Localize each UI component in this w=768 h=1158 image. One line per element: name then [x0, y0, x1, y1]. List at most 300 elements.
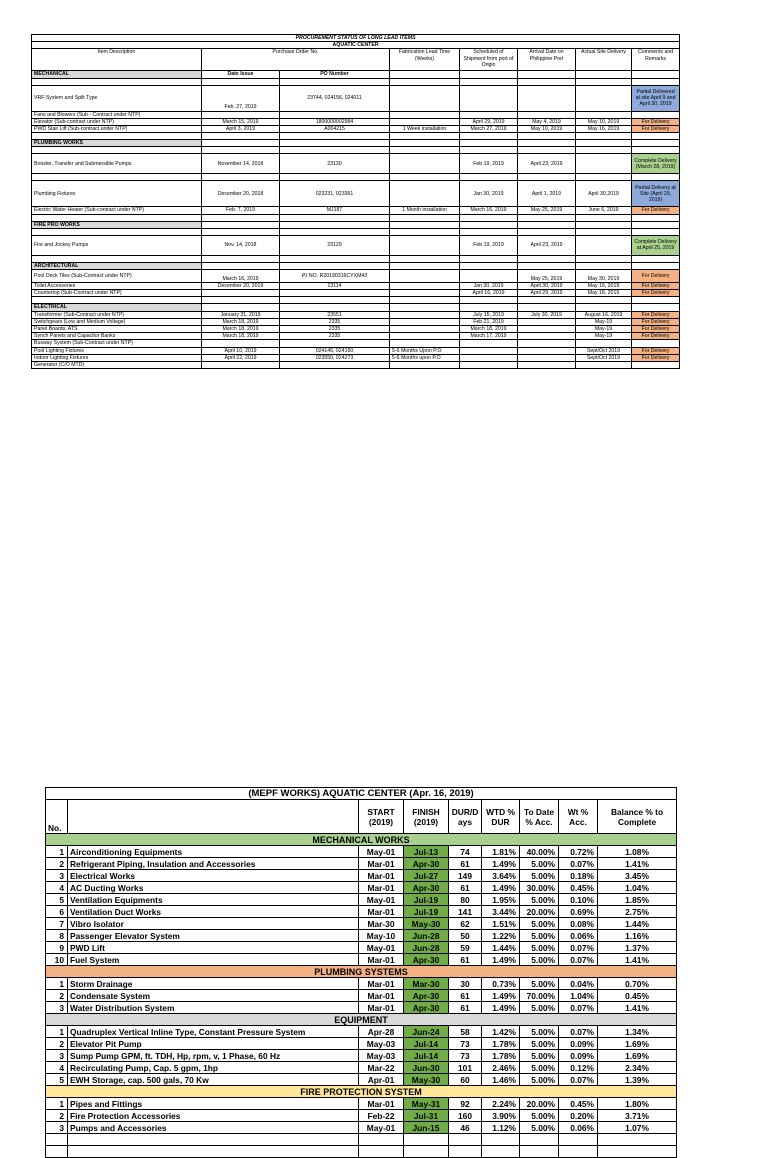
finish-date: Jul-14	[404, 1038, 449, 1050]
wt-acc: 0.07%	[559, 858, 598, 870]
fab-lead-time: 1 Month installation	[390, 207, 460, 214]
wt-acc: 0.12%	[559, 1062, 598, 1074]
wt-acc: 0.04%	[559, 978, 598, 990]
finish-date: Jun-24	[404, 1026, 449, 1038]
table-row	[32, 207, 680, 214]
site-delivery: August 16, 2019	[576, 311, 632, 318]
wt-acc: 0.07%	[559, 1074, 598, 1086]
arrival-date: May 10, 2019	[518, 126, 576, 133]
category-architectural: ARCHITECTURAL	[32, 262, 202, 269]
start-date: Mar-01	[359, 1002, 404, 1014]
site-delivery: April 30,2019	[576, 181, 632, 207]
arrival-date: April 30, 2019	[518, 283, 576, 290]
wt-acc: 0.10%	[559, 894, 598, 906]
table-row	[32, 181, 680, 207]
table-row	[32, 354, 680, 361]
to-date-acc: 30.00%	[520, 882, 559, 894]
row-number: 1	[46, 1026, 68, 1038]
po-number: 23130	[280, 154, 390, 174]
header-arrival: Arrival Date on Philippine Port	[518, 49, 576, 71]
row-description: Ventilation Equipments	[68, 894, 359, 906]
po-number: 2335	[280, 318, 390, 325]
to-date-acc: 5.00%	[520, 1062, 559, 1074]
section-header: EQUIPMENT	[46, 1014, 677, 1026]
balance-complete: 0.45%	[598, 990, 677, 1002]
wtd-percent: 1.12%	[482, 1122, 520, 1134]
wtd-percent: 1.51%	[482, 918, 520, 930]
start-date: Mar-01	[359, 906, 404, 918]
balance-complete: 1.04%	[598, 882, 677, 894]
remarks: Partial Delivered at site April 9 and April 30, 2019	[632, 85, 680, 111]
row-description: Sump Pump GPM, ft. TDH, Hp, rpm, v, 1 Phase, 60 Hz	[68, 1050, 359, 1062]
wt-acc: 0.20%	[559, 1110, 598, 1122]
row-number: 4	[46, 882, 68, 894]
sched-shipment: Feb 21, 2019	[460, 318, 518, 325]
wtd-percent: 1.44%	[482, 942, 520, 954]
remarks: For Delivery	[632, 126, 680, 133]
row-description: Vibro Isolator	[68, 918, 359, 930]
finish-date: Apr-30	[404, 1002, 449, 1014]
wtd-percent: 3.64%	[482, 870, 520, 882]
wtd-percent: 1.78%	[482, 1050, 520, 1062]
item-desc: Transformer (Sub-Contract under NTP)	[32, 311, 202, 318]
table-row	[46, 1122, 677, 1134]
wt-acc: 0.06%	[559, 930, 598, 942]
wtd-percent: 1.95%	[482, 894, 520, 906]
finish-date: Jul-31	[404, 1110, 449, 1122]
start-date: Mar-01	[359, 858, 404, 870]
remarks: For Delivery	[632, 354, 680, 361]
balance-complete: 2.34%	[598, 1062, 677, 1074]
table-row	[46, 1074, 677, 1086]
item-desc: Electric Water Heater (Sub-contract under NTP)	[32, 207, 202, 214]
to-date-acc: 5.00%	[520, 870, 559, 882]
site-delivery: May-19	[576, 333, 632, 340]
doc-subtitle: AQUATIC CENTER	[32, 42, 680, 49]
table-row	[46, 1002, 677, 1014]
sched-shipment: March 27, 2019	[460, 126, 518, 133]
start-date: May-01	[359, 894, 404, 906]
item-desc: Synch Panels and Capacitor Banks	[32, 333, 202, 340]
item-desc: Fire and Jockey Pumps	[32, 235, 202, 255]
header-fab: Fabrication Lead Time (Weeks)	[390, 49, 460, 71]
table-row	[46, 882, 677, 894]
finish-date: Jul-27	[404, 870, 449, 882]
balance-complete: 1.39%	[598, 1074, 677, 1086]
start-date: May-01	[359, 942, 404, 954]
finish-date: Jul-19	[404, 906, 449, 918]
mepf-works-table	[45, 787, 677, 1158]
po-number: 2335	[280, 326, 390, 333]
arrival-date: April 29, 2019	[518, 290, 576, 297]
doc-title: PROCUREMENT STATUS OF LONG LEAD ITEMS	[32, 35, 680, 42]
wtd-percent: 1.46%	[482, 1074, 520, 1086]
to-date-acc: 5.00%	[520, 954, 559, 966]
balance-complete: 1.34%	[598, 1026, 677, 1038]
duration-days: 46	[449, 1122, 482, 1134]
to-date-acc: 5.00%	[520, 1050, 559, 1062]
wt-acc: 1.04%	[559, 990, 598, 1002]
row-number: 4	[46, 1062, 68, 1074]
row-number: 2	[46, 990, 68, 1002]
duration-days: 160	[449, 1110, 482, 1122]
to-date-acc: 5.00%	[520, 978, 559, 990]
table-row	[46, 1050, 677, 1062]
date-issue: April 22, 2019	[202, 354, 280, 361]
start-date: Mar-22	[359, 1062, 404, 1074]
to-date-acc: 20.00%	[520, 906, 559, 918]
table-row	[32, 85, 680, 111]
row-description: Fire Protection Accessories	[68, 1110, 359, 1122]
table-row	[46, 918, 677, 930]
wtd-percent: 2.46%	[482, 1062, 520, 1074]
table-row	[32, 111, 680, 118]
po-number: A004215	[280, 126, 390, 133]
header-po: Purchase Order No.	[202, 49, 390, 71]
header-date-issue: Date Issue	[202, 71, 280, 78]
finish-date: Jul-19	[404, 894, 449, 906]
wt-acc: 0.08%	[559, 918, 598, 930]
date-issue: December 20, 2018	[202, 181, 280, 207]
row-description: Pipes and Fittings	[68, 1098, 359, 1110]
finish-date: Apr-30	[404, 858, 449, 870]
po-number: 023231, 023361	[280, 181, 390, 207]
finish-date: Jun-15	[404, 1122, 449, 1134]
balance-complete: 1.16%	[598, 930, 677, 942]
table-row	[32, 270, 680, 283]
row-number: 10	[46, 954, 68, 966]
duration-days: 60	[449, 1074, 482, 1086]
balance-complete: 1.41%	[598, 858, 677, 870]
section-header: FIRE PROTECTION SYSTEM	[46, 1086, 677, 1098]
date-issue: March 16, 2019	[202, 270, 280, 283]
sched-shipment: Jan 30, 2019	[460, 181, 518, 207]
wt-acc: 0.69%	[559, 906, 598, 918]
table-row	[32, 235, 680, 255]
duration-days: 149	[449, 870, 482, 882]
duration-days: 30	[449, 978, 482, 990]
arrival-date: May 25, 2019	[518, 207, 576, 214]
row-number: 1	[46, 1098, 68, 1110]
row-description: Electrical Works	[68, 870, 359, 882]
to-date-acc: 5.00%	[520, 894, 559, 906]
start-date: Mar-01	[359, 870, 404, 882]
remarks: For Delivery	[632, 347, 680, 354]
header-item: Item Description	[32, 49, 202, 71]
wt-acc: 0.72%	[559, 846, 598, 858]
wt-acc: 0.45%	[559, 882, 598, 894]
row-number: 6	[46, 906, 68, 918]
date-issue: March 18, 2019	[202, 326, 280, 333]
wt-acc: 0.06%	[559, 1122, 598, 1134]
start-date: May-01	[359, 1122, 404, 1134]
site-delivery: May-19	[576, 318, 632, 325]
finish-date: Jul-13	[404, 846, 449, 858]
table-row	[32, 326, 680, 333]
row-description: Passenger Elevator System	[68, 930, 359, 942]
date-issue: Feb. 27, 2019	[202, 85, 280, 111]
row-number: 8	[46, 930, 68, 942]
table-row	[46, 870, 677, 882]
site-delivery: Sept/Oct 2019	[576, 347, 632, 354]
wtd-percent: 0.73%	[482, 978, 520, 990]
fab-lead-time: 5-6 Months Upon P.O	[390, 347, 460, 354]
duration-days: 101	[449, 1062, 482, 1074]
po-number: 23744, 024156, 024011	[280, 85, 390, 111]
category-electrical: ELECTRICAL	[32, 304, 202, 311]
row-number: 7	[46, 918, 68, 930]
balance-complete: 1.08%	[598, 846, 677, 858]
finish-date: Jul-14	[404, 1050, 449, 1062]
sched-shipment: March 16, 2019	[460, 207, 518, 214]
fab-lead-time: 5-6 Months upon P.O	[390, 354, 460, 361]
header-sched: Scheduled of Shipment from port of Origin	[460, 49, 518, 71]
start-date: Apr-01	[359, 1074, 404, 1086]
finish-date: Apr-30	[404, 954, 449, 966]
site-delivery: May 18, 2019	[576, 290, 632, 297]
start-date: May-01	[359, 846, 404, 858]
table-row	[32, 118, 680, 125]
sched-shipment: April 29, 2019	[460, 118, 518, 125]
duration-days: 73	[449, 1050, 482, 1062]
table-row	[46, 942, 677, 954]
row-description: Airconditioning Equipments	[68, 846, 359, 858]
date-issue: Feb. 7, 2019	[202, 207, 280, 214]
site-delivery: May 30, 2019	[576, 270, 632, 283]
date-issue: March 18, 2019	[202, 333, 280, 340]
wtd-percent: 1.78%	[482, 1038, 520, 1050]
item-desc: Elevator (Sub-contract under NTP)	[32, 118, 202, 125]
arrival-date: April 23, 2019	[518, 235, 576, 255]
category-firepro: FIRE PRO WORKS	[32, 221, 202, 228]
po-number: 23129	[280, 235, 390, 255]
table-row	[46, 894, 677, 906]
balance-complete: 3.45%	[598, 870, 677, 882]
po-number: 23551	[280, 311, 390, 318]
table-row	[46, 1026, 677, 1038]
wt-acc: 0.07%	[559, 1026, 598, 1038]
table-row	[32, 347, 680, 354]
start-date: Apr-28	[359, 1026, 404, 1038]
row-description: Condensate System	[68, 990, 359, 1002]
finish-date: May-30	[404, 918, 449, 930]
finish-date: Apr-30	[404, 882, 449, 894]
category-mechanical: MECHANICAL	[32, 71, 202, 78]
header-site: Actual Site Delivery	[576, 49, 632, 71]
table-row	[46, 990, 677, 1002]
row-number: 1	[46, 846, 68, 858]
wtd-percent: 1.49%	[482, 1002, 520, 1014]
item-desc: Fans and Blowers (Sub - Contract under NTP)	[32, 111, 202, 118]
row-description: PWD Lift	[68, 942, 359, 954]
balance-complete: 1.80%	[598, 1098, 677, 1110]
item-desc: Panel Boards, ATS	[32, 326, 202, 333]
arrival-date: April 23, 2019	[518, 154, 576, 174]
wtd-percent: 1.49%	[482, 858, 520, 870]
finish-date: May-31	[404, 1098, 449, 1110]
finish-date: Jun-30	[404, 1062, 449, 1074]
to-date-acc: 5.00%	[520, 1038, 559, 1050]
table-row	[46, 954, 677, 966]
row-description: EWH Storage, cap. 500 gals, 70 Kw	[68, 1074, 359, 1086]
wtd-percent: 1.42%	[482, 1026, 520, 1038]
fab-lead-time: 1 Week installation	[390, 126, 460, 133]
wtd-percent: 3.90%	[482, 1110, 520, 1122]
wt-acc: 0.07%	[559, 1002, 598, 1014]
arrival-date: May 25, 2019	[518, 270, 576, 283]
row-number: 3	[46, 1002, 68, 1014]
row-number: 5	[46, 894, 68, 906]
duration-days: 80	[449, 894, 482, 906]
finish-date: Apr-30	[404, 990, 449, 1002]
table-row	[46, 1110, 677, 1122]
item-desc: Countertop (Sub-Contract under NTP)	[32, 290, 202, 297]
start-date: Mar-01	[359, 954, 404, 966]
row-description: Storm Drainage	[68, 978, 359, 990]
arrival-date: April 1, 2019	[518, 181, 576, 207]
to-date-acc: 40.00%	[520, 846, 559, 858]
item-desc: Plumbing Fixtures	[32, 181, 202, 207]
table-row	[46, 930, 677, 942]
balance-complete: 1.41%	[598, 1002, 677, 1014]
sched-shipment: Feb 19, 2019	[460, 154, 518, 174]
start-date: Feb-22	[359, 1110, 404, 1122]
remarks: For Delivery	[632, 118, 680, 125]
duration-days: 58	[449, 1026, 482, 1038]
table-row	[32, 318, 680, 325]
table-row	[32, 362, 680, 369]
remarks: For Delivery	[632, 207, 680, 214]
header-wtd: WTD % DUR	[482, 800, 520, 834]
wtd-percent: 1.22%	[482, 930, 520, 942]
table-row	[46, 1038, 677, 1050]
row-description: Fuel System	[68, 954, 359, 966]
site-delivery: May-19	[576, 326, 632, 333]
sched-shipment: Jan 30, 2019	[460, 283, 518, 290]
table-row	[32, 311, 680, 318]
sched-shipment: March 18, 2019	[460, 326, 518, 333]
balance-complete: 1.07%	[598, 1122, 677, 1134]
header-comments: Comments and Remarks	[632, 49, 680, 71]
wt-acc: 0.07%	[559, 954, 598, 966]
table-row	[32, 154, 680, 174]
item-desc: Booster, Transfer and Submersible Pumps	[32, 154, 202, 174]
finish-date: Jun-28	[404, 942, 449, 954]
date-issue: March 18, 2019	[202, 318, 280, 325]
date-issue: March 15, 2019	[202, 118, 280, 125]
date-issue: Nov. 14, 2018	[202, 235, 280, 255]
sched-shipment: Feb 19, 2019	[460, 235, 518, 255]
header-start: START (2019)	[359, 800, 404, 834]
remarks: For Delivery	[632, 333, 680, 340]
start-date: May-10	[359, 930, 404, 942]
po-number: 23114	[280, 283, 390, 290]
header-finish: FINISH (2019)	[404, 800, 449, 834]
row-description: Recirculating Pump, Cap. 5 gpm, 1hp	[68, 1062, 359, 1074]
po-number: 2335	[280, 333, 390, 340]
item-desc: Toilet Accessories	[32, 283, 202, 290]
section-header: PLUMBING SYSTEMS	[46, 966, 677, 978]
row-description: Elevator Pit Pump	[68, 1038, 359, 1050]
row-number: 3	[46, 1050, 68, 1062]
sched-shipment: July 15, 2019	[460, 311, 518, 318]
to-date-acc: 5.00%	[520, 930, 559, 942]
to-date-acc: 5.00%	[520, 918, 559, 930]
to-date-acc: 5.00%	[520, 858, 559, 870]
to-date-acc: 5.00%	[520, 1110, 559, 1122]
duration-days: 61	[449, 954, 482, 966]
start-date: Mar-01	[359, 978, 404, 990]
date-issue: December 20, 2019	[202, 283, 280, 290]
wt-acc: 0.07%	[559, 942, 598, 954]
to-date-acc: 5.00%	[520, 1074, 559, 1086]
sched-shipment: March 17, 2019	[460, 333, 518, 340]
item-desc: Switchgears (Low and Medium Voltage)	[32, 318, 202, 325]
row-description: Ventilation Duct Works	[68, 906, 359, 918]
finish-date: Mar-30	[404, 978, 449, 990]
row-description: Quadruplex Vertical Inline Type, Constant Pressure System	[68, 1026, 359, 1038]
duration-days: 50	[449, 930, 482, 942]
balance-complete: 1.69%	[598, 1050, 677, 1062]
duration-days: 61	[449, 858, 482, 870]
row-number: 5	[46, 1074, 68, 1086]
to-date-acc: 5.00%	[520, 1122, 559, 1134]
start-date: May-03	[359, 1038, 404, 1050]
balance-complete: 0.70%	[598, 978, 677, 990]
date-issue: April 10, 2019	[202, 347, 280, 354]
finish-date: Jun-28	[404, 930, 449, 942]
duration-days: 62	[449, 918, 482, 930]
item-desc: Indoor Lighting Fixtures	[32, 354, 202, 361]
wt-acc: 0.09%	[559, 1038, 598, 1050]
header-todate: To Date % Acc.	[520, 800, 559, 834]
table-row	[46, 978, 677, 990]
table-row	[32, 283, 680, 290]
duration-days: 61	[449, 990, 482, 1002]
balance-complete: 2.75%	[598, 906, 677, 918]
duration-days: 141	[449, 906, 482, 918]
header-po-number: PO Number	[280, 71, 390, 78]
wt-acc: 0.09%	[559, 1050, 598, 1062]
row-description: AC Ducting Works	[68, 882, 359, 894]
to-date-acc: 70.00%	[520, 990, 559, 1002]
remarks: For Delivery	[632, 290, 680, 297]
arrival-date: May 4, 2019	[518, 118, 576, 125]
site-delivery: May 10, 2019	[576, 118, 632, 125]
item-desc: Pool Deck Tiles (Sub-Contract under NTP)	[32, 270, 202, 283]
to-date-acc: 5.00%	[520, 942, 559, 954]
sched-shipment: April 16, 2019	[460, 290, 518, 297]
remarks: For Delivery	[632, 318, 680, 325]
item-desc: VRF System and Split Type	[32, 85, 202, 111]
item-desc: Generator (C/O MTD)	[32, 362, 202, 369]
mepf-title: (MEPF WORKS) AQUATIC CENTER (Apr. 16, 2019)	[46, 788, 677, 800]
category-plumbing: PLUMBING WORKS	[32, 140, 202, 147]
to-date-acc: 5.00%	[520, 1002, 559, 1014]
item-desc: Busway System (Sub-Contract under NTP)	[32, 340, 202, 347]
header-wt: Wt % Acc.	[559, 800, 598, 834]
row-description: Water Distribution System	[68, 1002, 359, 1014]
po-number: 023550, 024273	[280, 354, 390, 361]
to-date-acc: 5.00%	[520, 1026, 559, 1038]
remarks: Partial Delivery at Site (April 29, 2019)	[632, 181, 680, 207]
remarks: For Delivery	[632, 326, 680, 333]
header-duration: DUR/D ays	[449, 800, 482, 834]
row-description: Refrigerant Piping, Insulation and Accessories	[68, 858, 359, 870]
remarks: For Delivery	[632, 270, 680, 283]
procurement-status-table	[31, 34, 680, 369]
po-number: 024146, 024160	[280, 347, 390, 354]
